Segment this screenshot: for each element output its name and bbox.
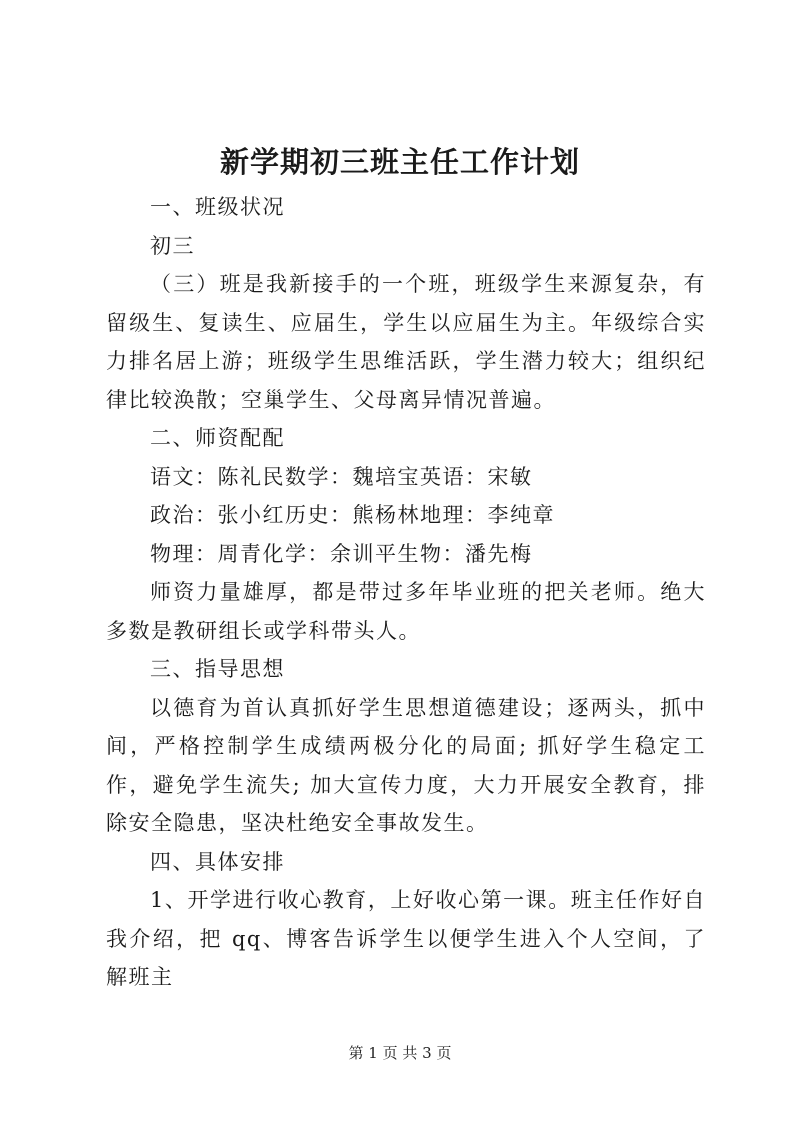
paragraph-guiding-ideology: 以德育为首认真抓好学生思想道德建设；逐两头，抓中间，严格控制学生成绩两极分化的局面; 抓好学生稳定工作，避免学生流失; 加大宣传力度，大力开展安全教育，排除安全隐患，坚决杜绝安全事故发生。 bbox=[106, 695, 706, 835]
paragraph-grade: 初三 bbox=[150, 233, 195, 258]
page-footer: 第 1 页 共 3 页 bbox=[348, 1044, 452, 1062]
document-body bbox=[106, 188, 706, 997]
paragraph-teacher-strength: 师资力量雄厚，都是带过多年毕业班的把关老师。绝大多数是教研组长或学科带头人。 bbox=[106, 580, 706, 643]
section-heading-class-status: 一、班级状况 bbox=[150, 195, 285, 219]
document-title: 新学期初三班主任工作计划 bbox=[219, 145, 580, 179]
section-heading-arrangements: 四、具体安排 bbox=[150, 849, 285, 874]
teacher-list-line-2: 政治：张小红历史：熊杨林地理：李纯章 bbox=[150, 503, 555, 527]
section-heading-guiding-ideology: 三、指导思想 bbox=[150, 657, 285, 681]
teacher-list-line-3: 物理：周青化学：余训平生物：潘先梅 bbox=[150, 541, 533, 566]
paragraph-class-description: （三）班是我新接手的一个班，班级学生来源复杂，有留级生、复读生、应届生，学生以应届生为主。年级综合实力排名居上游；班级学生思维活跃，学生潜力较大；组织纪律比较涣散；空巢学生、父母离异情况普遍。 bbox=[106, 272, 706, 412]
teacher-list-line-1: 语文：陈礼民数学：魏培宝英语：宋敏 bbox=[150, 464, 533, 489]
section-heading-teachers: 二、师资配配 bbox=[150, 426, 285, 450]
paragraph-arrangement-1: 1、开学进行收心教育，上好收心第一课。班主任作好自我介绍，把 qq、博客告诉学生以便学生进入个人空间，了解班主 bbox=[106, 888, 706, 989]
